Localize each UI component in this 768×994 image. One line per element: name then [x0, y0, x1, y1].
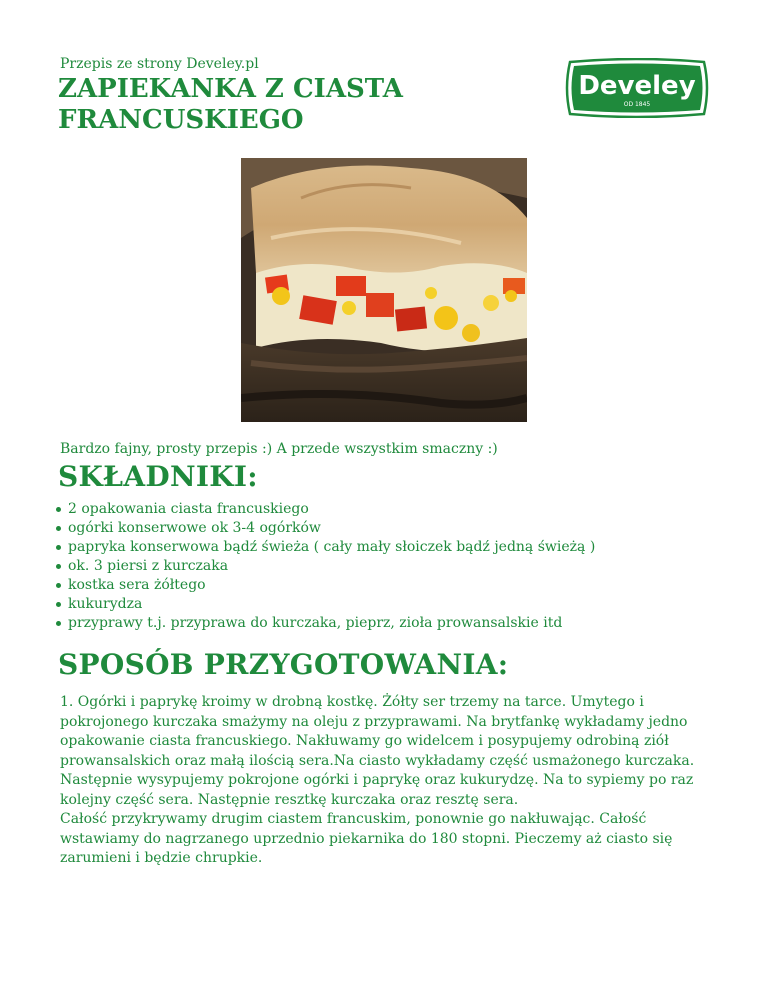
dish-photo [241, 158, 527, 422]
bullet-icon [56, 507, 61, 512]
ingredients-heading: SKŁADNIKI: [58, 460, 258, 493]
method-paragraph-2: Całość przykrywamy drugim ciastem francuskim, ponownie go nakłuwając. Całość wstawiamy do nagrzanego uprzednio piekarnika do 180 stopni. Pieczemy aż ciasto się zarumieni i będzie chrupkie. [60, 811, 673, 866]
title-line-2: FRANCUSKIEGO [58, 105, 304, 135]
intro-text: Bardzo fajny, prosty przepis :) A przede wszystkim smaczny :) [60, 441, 498, 457]
ingredients-list [56, 500, 595, 633]
logo-since: OD 1845 [623, 101, 651, 108]
logo-brand: Develey [578, 71, 696, 101]
bullet-icon [56, 526, 61, 531]
bullet-icon [56, 545, 61, 550]
title-line-1: ZAPIEKANKA Z CIASTA [58, 74, 403, 104]
bullet-icon [56, 583, 61, 588]
bullet-icon [56, 621, 61, 626]
list-item: ok. 3 piersi z kurczaka [56, 557, 595, 576]
method-text [60, 693, 720, 869]
bullet-icon [56, 602, 61, 607]
list-item: ogórki konserwowe ok 3-4 ogórków [56, 519, 595, 538]
develey-logo [564, 58, 710, 118]
method-heading: SPOSÓB PRZYGOTOWANIA: [58, 648, 509, 681]
page-title [58, 74, 528, 136]
list-item: przyprawy t.j. przyprawa do kurczaka, pieprz, zioła prowansalskie itd [56, 614, 595, 633]
method-paragraph-1: 1. Ogórki i paprykę kroimy w drobną kostkę. Żółty ser trzemy na tarce. Umytego i pokrojonego kurczaka smażymy na oleju z przyprawami. Na brytfankę wykładamy jedno opakowanie ciasta francuskiego. Nakłuwamy go widelcem i posypujemy odrobiną ziół prowansalskich oraz małą ilością sera.Na ciasto wykładamy część usmażonego kurczaka. Następnie wysypujemy pokrojone ogórki i paprykę oraz kukurydzę. Na to sypiemy po raz kolejny część sera. Następnie resztkę kurczaka oraz resztę sera. [60, 694, 695, 808]
list-item: papryka konserwowa bądź świeża ( cały mały słoiczek bądź jedną świeżą ) [56, 538, 595, 557]
list-item: kukurydza [56, 595, 595, 614]
bullet-icon [56, 564, 61, 569]
list-item: 2 opakowania ciasta francuskiego [56, 500, 595, 519]
source-text: Przepis ze strony Develey.pl [60, 56, 259, 72]
list-item: kostka sera żółtego [56, 576, 595, 595]
